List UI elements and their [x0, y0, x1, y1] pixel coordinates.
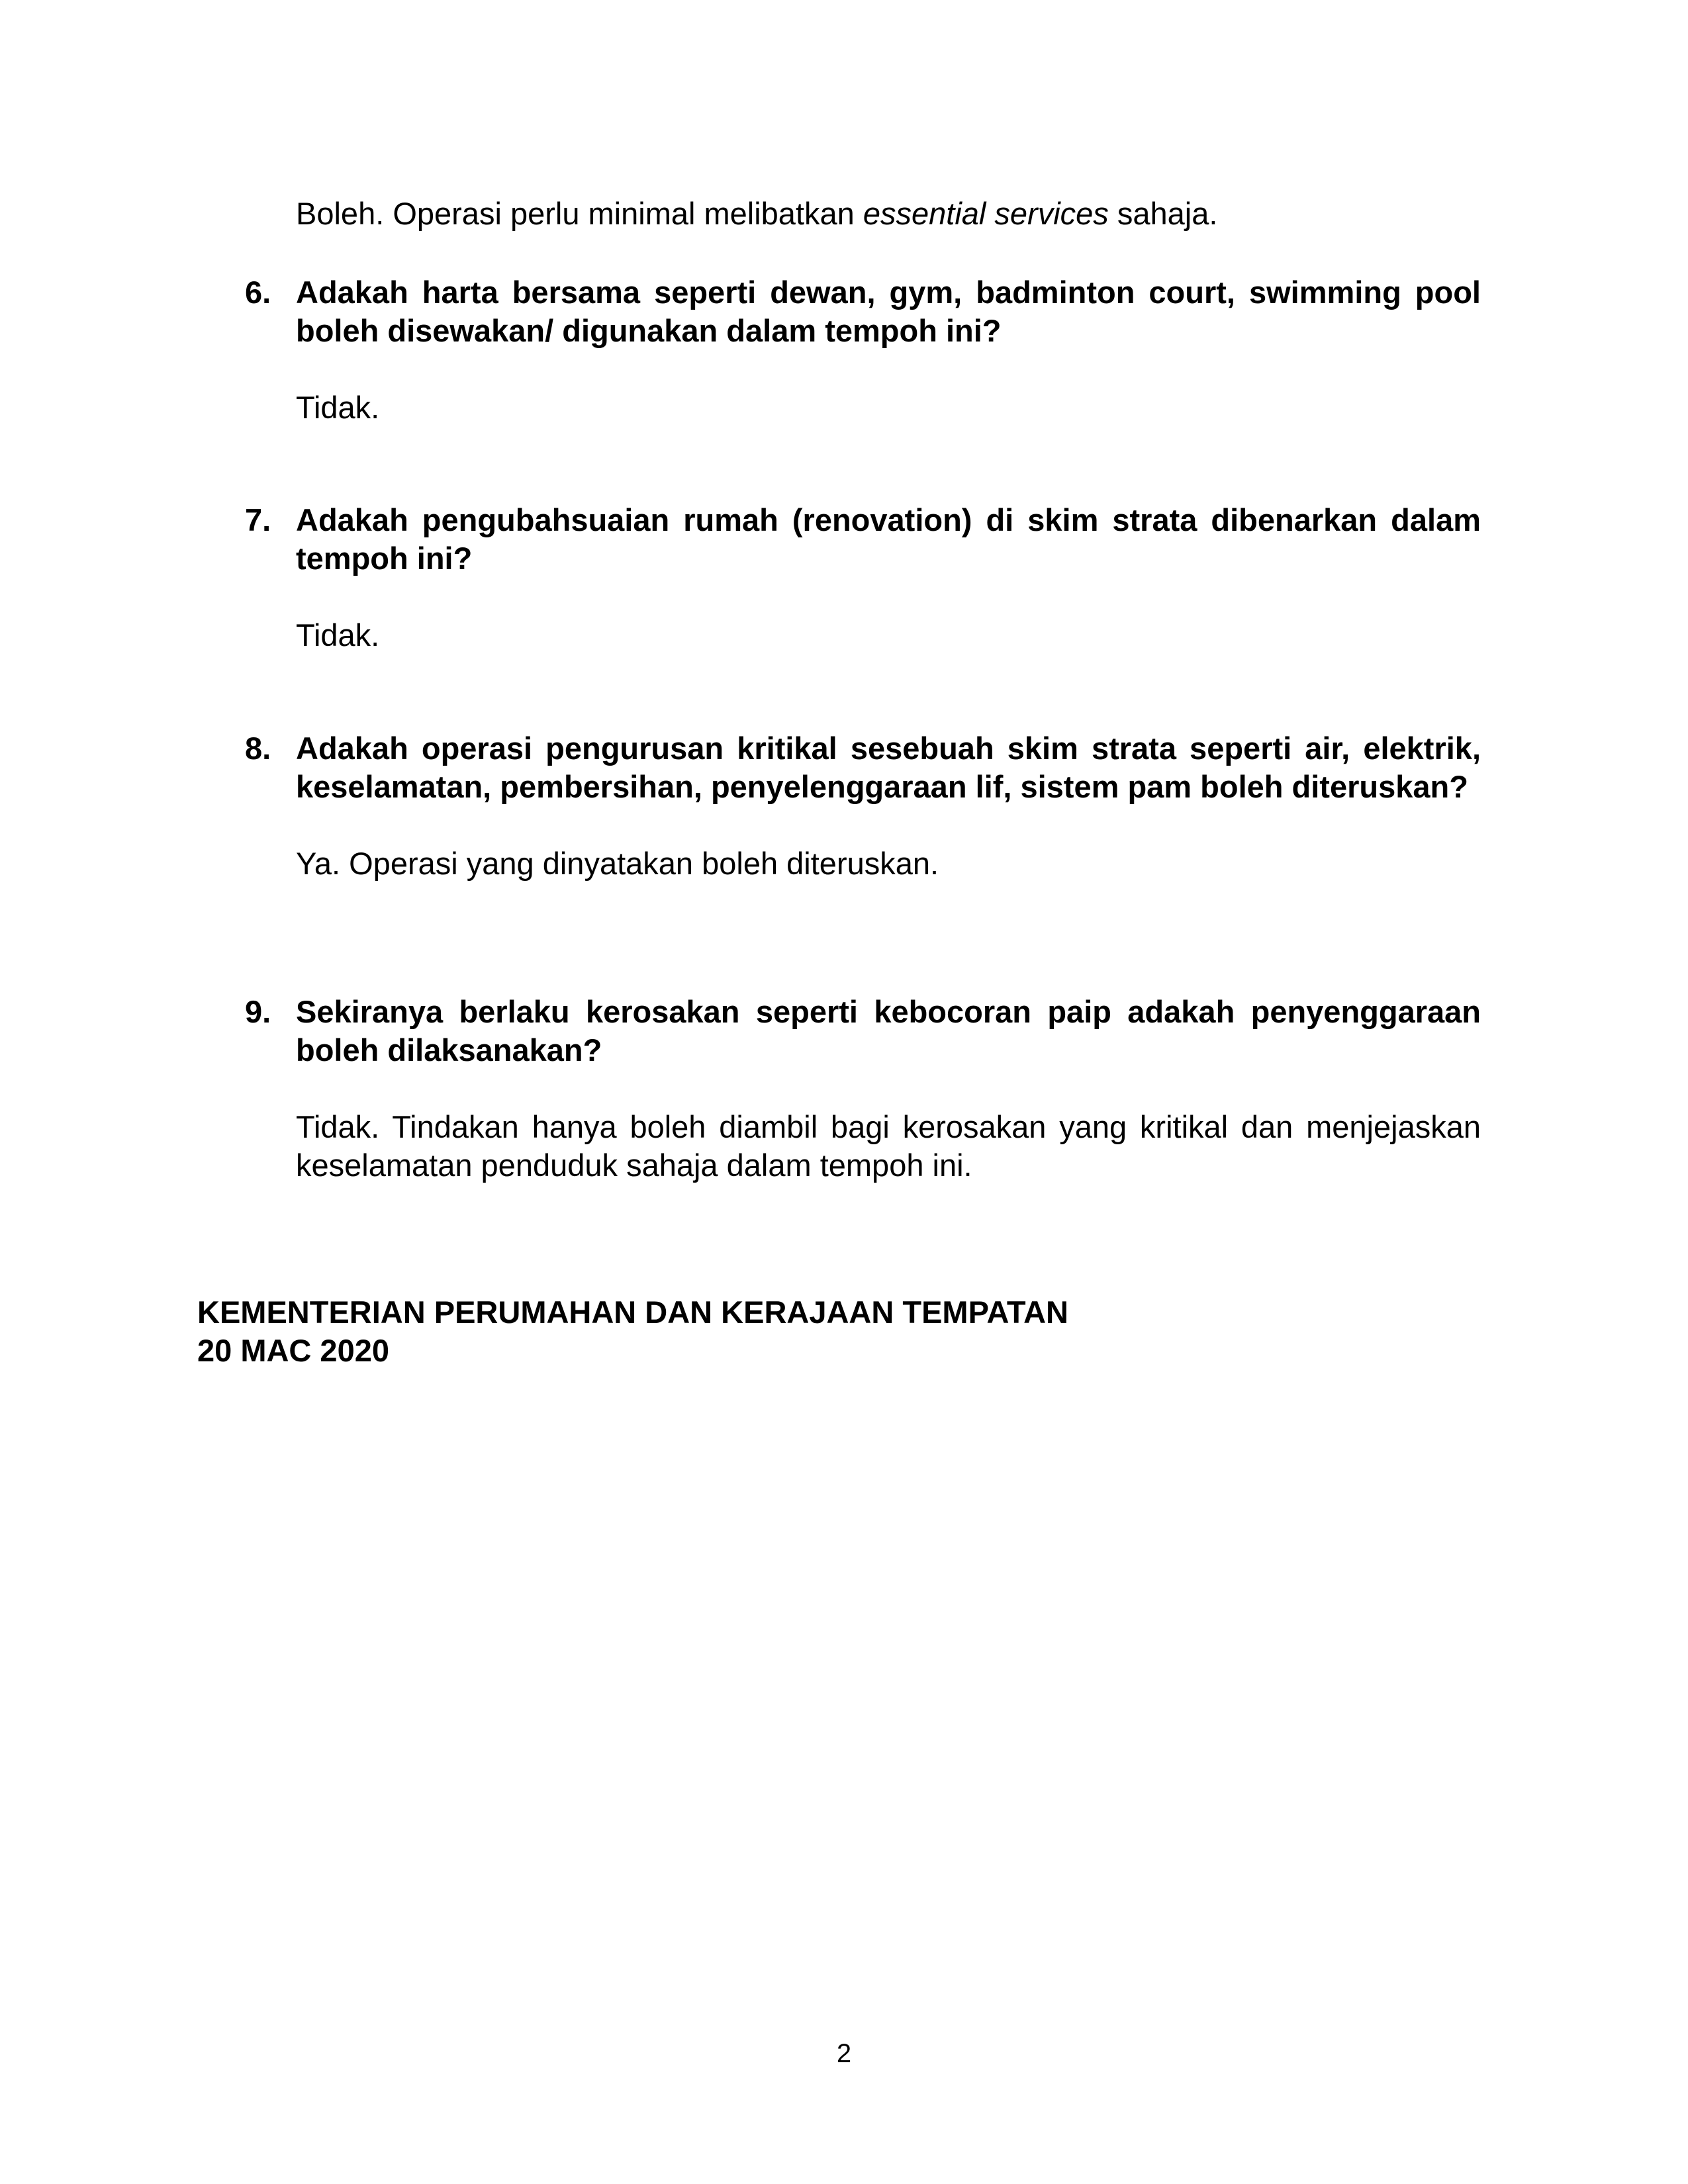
answer-text: Tidak. [296, 617, 380, 653]
answer-text: Tidak. [296, 390, 380, 425]
qa-item-9 [245, 993, 1481, 1185]
question-text: Adakah harta bersama seperti dewan, gym, badminton court, swimming pool boleh disewakan/ digunakan dalam tempoh ini? [296, 275, 1481, 348]
question-text: Adakah operasi pengurusan kritikal sesebuah skim strata seperti air, elektrik, keselamatan, pembersihan, penyelenggaraan lif, sistem pam boleh diteruskan? [296, 731, 1481, 804]
intro-text-italic: essential services [863, 196, 1109, 231]
question-text: Adakah pengubahsuaian rumah (renovation) di skim strata dibenarkan dalam tempoh ini? [296, 502, 1481, 576]
question-row [245, 501, 1481, 578]
document-date: 20 MAC 2020 [197, 1333, 389, 1368]
ministry-name: KEMENTERIAN PERUMAHAN DAN KERAJAAN TEMPATAN [197, 1295, 1068, 1330]
question-row [245, 729, 1481, 806]
question-number: 7. [245, 502, 271, 537]
answer-text: Ya. Operasi yang dinyatakan boleh diteruskan. [296, 846, 939, 881]
signature-block [197, 1293, 1068, 1370]
qa-item-8 [245, 729, 1481, 883]
intro-text-after: sahaja. [1108, 196, 1218, 231]
intro-answer [296, 195, 1481, 233]
question-text: Sekiranya berlaku kerosakan seperti kebocoran paip adakah penyenggaraan boleh dilaksanakan? [296, 994, 1481, 1068]
intro-text-before: Boleh. Operasi perlu minimal melibatkan [296, 196, 863, 231]
question-number: 9. [245, 994, 271, 1029]
page-number: 2 [836, 2039, 852, 2068]
answer-text: Tidak. Tindakan hanya boleh diambil bagi kerosakan yang kritikal dan menjejaskan keselamatan penduduk sahaja dalam tempoh ini. [296, 1109, 1481, 1183]
question-row [245, 273, 1481, 350]
question-number: 6. [245, 275, 271, 310]
question-row [245, 993, 1481, 1069]
qa-item-6 [245, 273, 1481, 427]
qa-item-7 [245, 501, 1481, 655]
question-number: 8. [245, 731, 271, 766]
